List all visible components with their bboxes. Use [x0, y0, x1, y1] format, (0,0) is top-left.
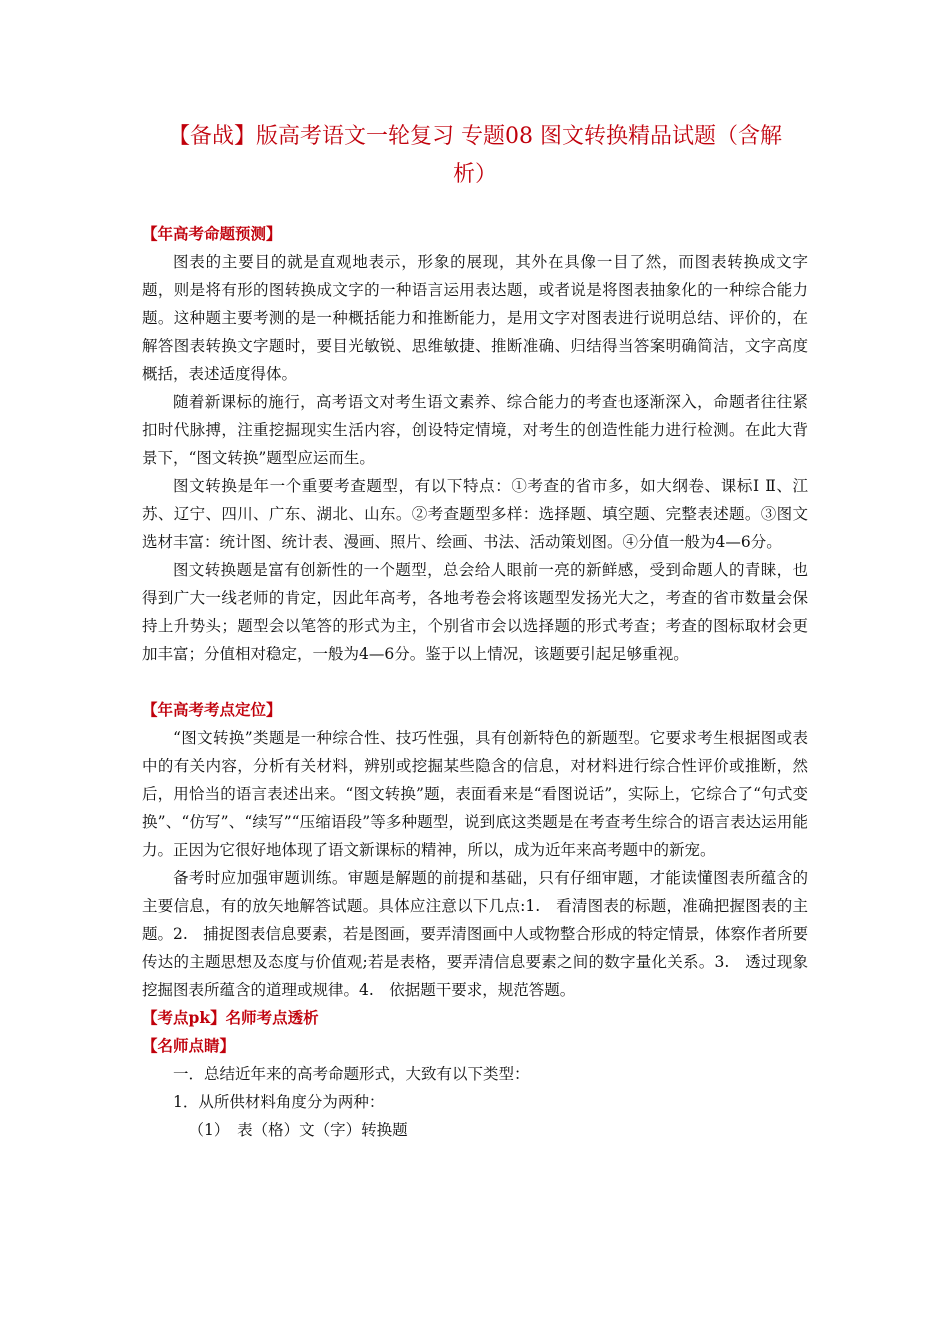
positioning-paragraph-1: “图文转换”类题是一种综合性、技巧性强，具有创新特色的新题型。它要求考生根据图或表中的有关内容，分析有关材料，辨别或挖掘某些隐含的信息，对材料进行综合性评价或推断，然后，用恰当的语言表述出来。“图文转换”题，表面看来是“看图说话”，实际上，它综合了“句式变换”、“仿写”、“续写”“压缩语段”等多种题型，说到底这类题是在考查考生综合的语言表达运用能力。正因为它很好地体现了语文新课标的精神，所以，成为近年来高考题中的新宠。 — [142, 729, 808, 859]
section-heading-prediction: 【年高考命题预测】 — [142, 224, 282, 243]
outline-item-1-1: 1．从所供材料角度分为两种： — [173, 1093, 385, 1111]
title-line-2: 析） — [452, 162, 497, 187]
prediction-paragraph-2: 随着新课标的施行，高考语文对考生语文素养、综合能力的考查也逐渐深入，命题者往往紧扣时代脉搏，注重挖掘现实生活内容，创设特定情境，对考生的创造性能力进行检测。在此大背景下，“图文转换”题型应运而生。 — [142, 393, 808, 467]
section-heading-positioning: 【年高考考点定位】 — [142, 700, 282, 719]
title-line-1: 【备战】版高考语文一轮复习 专题08 图文转换精品试题（含解 — [168, 124, 782, 149]
prediction-paragraph-3: 图文转换是年一个重要考查题型，有以下特点：①考查的省市多，如大纲卷、课标Ⅰ Ⅱ、江苏、辽宁、四川、广东、湖北、山东。②考查题型多样：选择题、填空题、完整表述题。③图文选材丰富：统计图、统计表、漫画、照片、绘画、书法、活动策划图。④分值一般为4—6分。 — [142, 477, 808, 551]
positioning-paragraph-2: 备考时应加强审题训练。审题是解题的前提和基础，只有仔细审题，才能读懂图表所蕴含的主要信息，有的放矢地解答试题。具体应注意以下几点:1. 看清图表的标题，准确把握图表的主题。2. 捕捉图表信息要素，若是图画，要弄清图画中人或物整合形成的特定情景，体察作者所要传达的主题思想及态度与价值观;若是表格，要弄清信息要素之间的数字量化关系。3. 透过现象挖掘图表所蕴含的道理或规律。4. 依据题干要求，规范答题。 — [142, 869, 808, 999]
outline-item-1-1-1: （1） 表（格）文（字）转换题 — [188, 1121, 408, 1139]
section-spacer — [142, 668, 808, 696]
document-body — [142, 220, 808, 1144]
section-heading-pk: 【考点pk】名师考点透析 — [142, 1008, 319, 1027]
prediction-paragraph-4: 图文转换题是富有创新性的一个题型，总会给人眼前一亮的新鲜感，受到命题人的青睐，也得到广大一线老师的肯定，因此年高考，各地考卷会将该题型发扬光大之，考查的省市数量会保持上升势头；题型会以笔答的形式为主，个别省市会以选择题的形式考查；考查的图标取材会更加丰富；分值相对稳定，一般为4—6分。鉴于以上情况，该题要引起足够重视。 — [142, 561, 808, 663]
section-heading-teacher: 【名师点睛】 — [142, 1036, 236, 1055]
prediction-paragraph-1: 图表的主要目的就是直观地表示，形象的展现，其外在具像一目了然，而图表转换成文字题，则是将有形的图转换成文字的一种语言运用表达题，或者说是将图表抽象化的一种综合能力题。这种题主要考测的是一种概括能力和推断能力，是用文字对图表进行说明总结、评价的，在解答图表转换文字题时，要目光敏锐、思维敏捷、推断准确、归结得当答案明确简洁，文字高度概括，表述适度得体。 — [142, 253, 808, 383]
outline-item-1: 一．总结近年来的高考命题形式，大致有以下类型： — [173, 1065, 530, 1083]
document-title — [140, 118, 810, 194]
